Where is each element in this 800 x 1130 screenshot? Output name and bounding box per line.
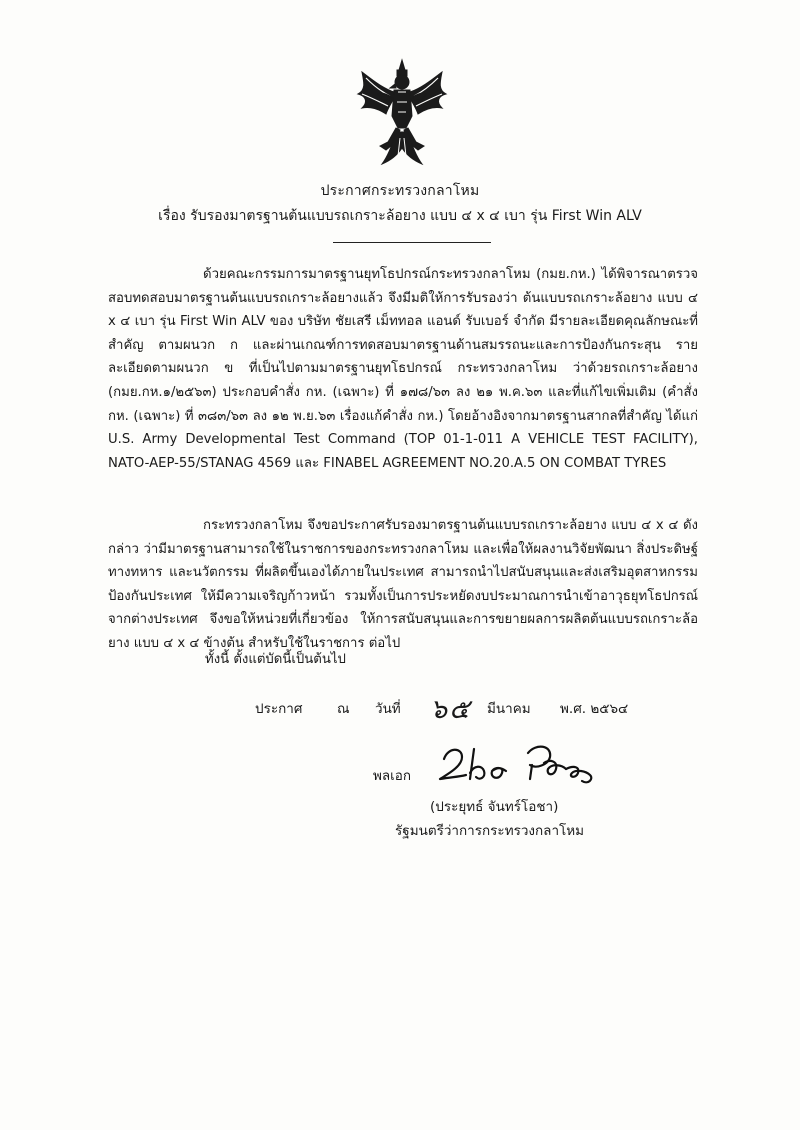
garuda-emblem-icon	[352, 58, 452, 170]
handwritten-signature	[418, 735, 608, 795]
signer-name: (ประยุทธ์ จันทร์โอชา)	[430, 799, 559, 815]
body-paragraph-3: ทั้งนี้ ตั้งแต่บัดนี้เป็นต้นไป	[205, 652, 346, 667]
announce-month: มีนาคม	[487, 701, 531, 717]
body-paragraph-1: ด้วยคณะกรรมการมาตรฐานยุทโธปกรณ์กระทรวงกลาโหม (กมย.กห.) ได้พิจารณาตรวจสอบทดสอบมาตรฐานต้นแบบรถเกราะล้อยางแล้ว จึงมีมติให้การรับรองว่า ต้นแบบรถเกราะล้อยาง แบบ ๔ x ๔ เบา รุ่น First Win ALV ของ บริษัท ชัยเสรี เม็ททอล แอนด์ รับเบอร์ จำกัด มีรายละเอียดคุณลักษณะที่สำคัญ ตามผนวก ก และผ่านเกณฑ์การทดสอบมาตรฐานด้านสมรรถนะและการป้องกันกระสุน รายละเอียดตามผนวก ข ที่เป็นไปตามมาตรฐานยุทโธปกรณ์ กระทรวงกลาโหม ว่าด้วยรถเกราะล้อยาง (กมย.กห.๑/๒๕๖๓) ประกอบคำสั่ง กห. (เฉพาะ) ที่ ๑๗๘/๖๓ ลง ๒๑ พ.ค.๖๓ และที่แก้ไขเพิ่มเติม (คำสั่ง กห. (เฉพาะ) ที่ ๓๘๓/๖๓ ลง ๑๒ พ.ย.๖๓ เรื่องแก้คำสั่ง กห.) โดยอ้างอิงจากมาตรฐานสากลที่สำคัญ ได้แก่ U.S. Army Developmental Test Command (TOP 01-1-011 A VEHICLE TEST FACILITY), NATO-AEP-55/STANAG 4569 และ FINABEL AGREEMENT NO.20.A.5 ON COMBAT TYRES	[108, 267, 698, 471]
announce-year: พ.ศ. ๒๕๖๔	[560, 701, 629, 717]
announce-word: ประกาศ	[255, 701, 303, 717]
signer-position: รัฐมนตรีว่าการกระทรวงกลาโหม	[395, 823, 585, 839]
announcement-date-line	[255, 694, 715, 727]
document-title: ประกาศกระทรวงกลาโหม	[320, 183, 480, 199]
signer-rank: พลเอก	[373, 768, 412, 784]
announce-day-number: ๖๕	[430, 694, 472, 725]
title-divider	[333, 242, 491, 243]
announce-day-label: วันที่	[375, 701, 401, 717]
announce-at: ณ	[337, 701, 350, 717]
body-paragraph-2: กระทรวงกลาโหม จึงขอประกาศรับรองมาตรฐานต้นแบบรถเกราะล้อยาง แบบ ๔ x ๔ ดังกล่าว ว่ามีมาตรฐานสามารถใช้ในราชการของกระทรวงกลาโหม และเพื่อให้ผลงานวิจัยพัฒนา สิ่งประดิษฐ์ทางทหาร และนวัตกรรม ที่ผลิตขึ้นเองได้ภายในประเทศ สามารถนำไปสนับสนุนและส่งเสริมอุตสาหกรรมป้องกันประเทศ ให้มีความเจริญก้าวหน้า รวมทั้งเป็นการประหยัดงบประมาณการนำเข้าอาวุธยุทโธปกรณ์จากต่างประเทศ จึงขอให้หน่วยที่เกี่ยวข้อง ให้การสนับสนุนและการขยายผลการผลิตต้นแบบรถเกราะล้อยาง แบบ ๔ x ๔ ข้างต้น สำหรับใช้ในราชการ ต่อไป	[108, 518, 698, 651]
document-subject: เรื่อง รับรองมาตรฐานต้นแบบรถเกราะล้อยาง แบบ ๔ x ๔ เบา รุ่น First Win ALV	[158, 208, 642, 224]
